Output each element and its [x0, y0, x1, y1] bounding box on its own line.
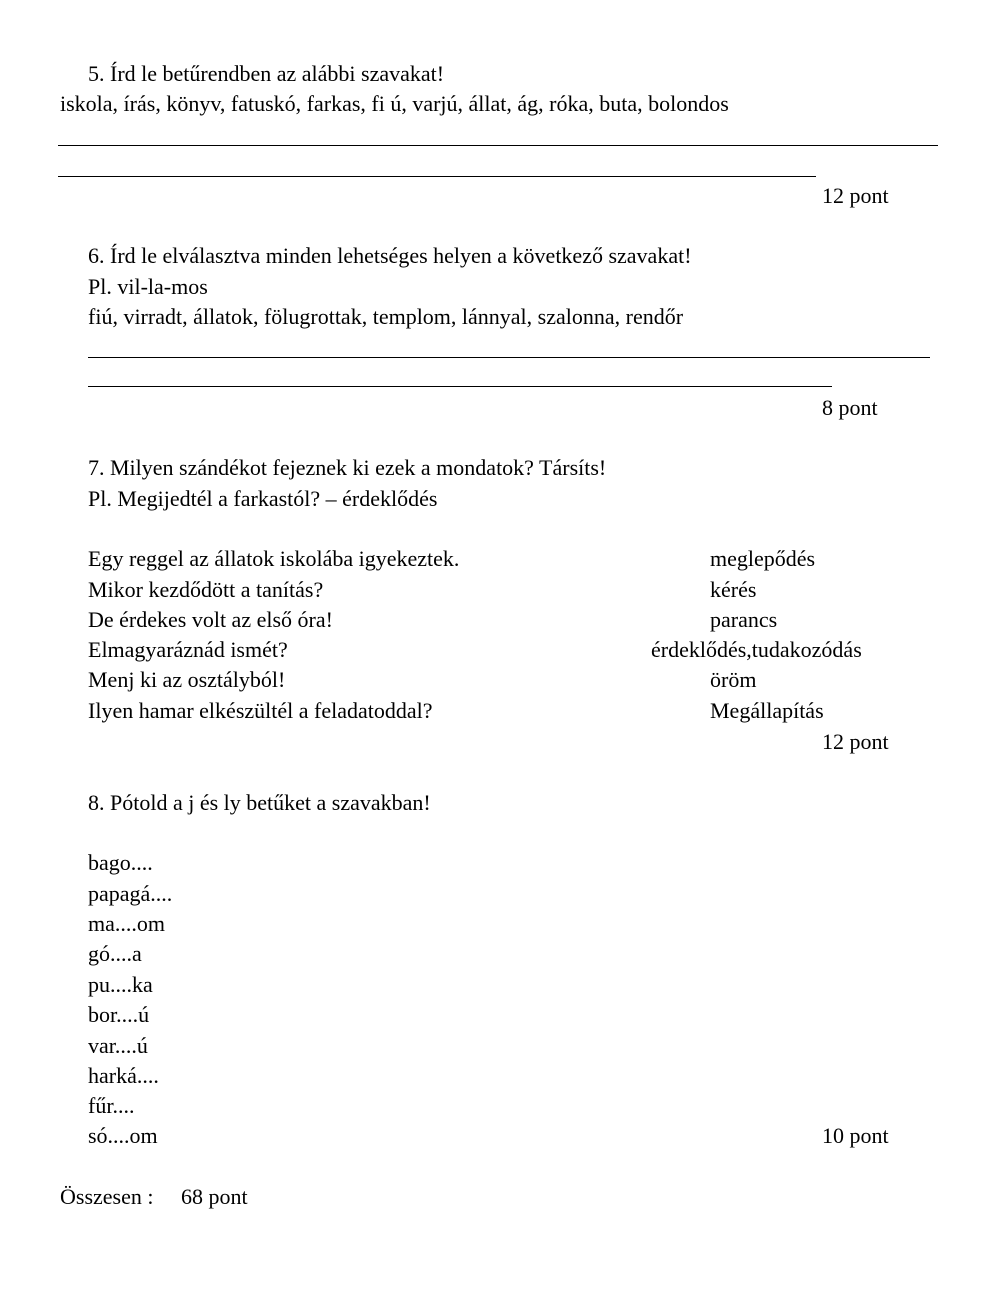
task8-word: fűr.... — [88, 1093, 135, 1118]
task7-sentence: Elmagyaráznád ismét? — [88, 637, 288, 662]
task5-answer-line-2[interactable] — [58, 176, 816, 177]
task8-word: papagá.... — [88, 881, 173, 906]
task8-word: pu....ka — [88, 972, 153, 997]
task5-heading: 5. Írd le betűrendben az alábbi szavakat! — [88, 61, 445, 86]
task5-answer-line-1[interactable] — [58, 145, 938, 146]
task8-word: bago.... — [88, 850, 153, 875]
task7-intention: Megállapítás — [710, 698, 824, 723]
task7-sentence: Mikor kezdődött a tanítás? — [88, 577, 324, 602]
total-label: Összesen : — [60, 1184, 154, 1209]
task7-intention: öröm — [710, 667, 757, 692]
task6-answer-line-2[interactable] — [88, 386, 832, 387]
task6-word-list: fiú, virradt, állatok, fölugrottak, templom, lánnyal, szalonna, rendőr — [88, 304, 684, 329]
task7-points: 12 pont — [822, 729, 889, 754]
task7-example: Pl. Megijedtél a farkastól? – érdeklődés — [88, 486, 438, 511]
task7-intention: meglepődés — [710, 546, 816, 571]
task8-word: só....om — [88, 1123, 158, 1148]
task7-intention: érdeklődés,tudakozódás — [651, 637, 862, 662]
task6-heading: 6. Írd le elválasztva minden lehetséges helyen a következő szavakat! — [88, 243, 692, 268]
task8-word: gó....a — [88, 941, 142, 966]
task7-sentence: Egy reggel az állatok iskolába igyekeztek. — [88, 546, 460, 571]
task8-word: harká.... — [88, 1063, 159, 1088]
task7-intention: kérés — [710, 577, 757, 602]
total-value: 68 pont — [181, 1184, 248, 1209]
task5-points: 12 pont — [822, 183, 889, 208]
task7-sentence: Menj ki az osztályból! — [88, 667, 286, 692]
task7-intention: parancs — [710, 607, 778, 632]
task7-sentence: De érdekes volt az első óra! — [88, 607, 333, 632]
task6-points: 8 pont — [822, 395, 878, 420]
task7-sentence: Ilyen hamar elkészültél a feladatoddal? — [88, 698, 433, 723]
task6-example: Pl. vil-la-mos — [88, 274, 208, 299]
task8-word: bor....ú — [88, 1002, 150, 1027]
task8-word: ma....om — [88, 911, 165, 936]
task6-answer-line-1[interactable] — [88, 357, 930, 358]
task8-points: 10 pont — [822, 1123, 889, 1148]
task5-word-list: iskola, írás, könyv, fatuskó, farkas, fi ú, varjú, állat, ág, róka, buta, bolondos — [60, 91, 729, 116]
task8-heading: 8. Pótold a j és ly betűket a szavakban! — [88, 790, 431, 815]
task7-heading: 7. Milyen szándékot fejeznek ki ezek a mondatok? Társíts! — [88, 455, 607, 480]
task8-word: var....ú — [88, 1033, 148, 1058]
